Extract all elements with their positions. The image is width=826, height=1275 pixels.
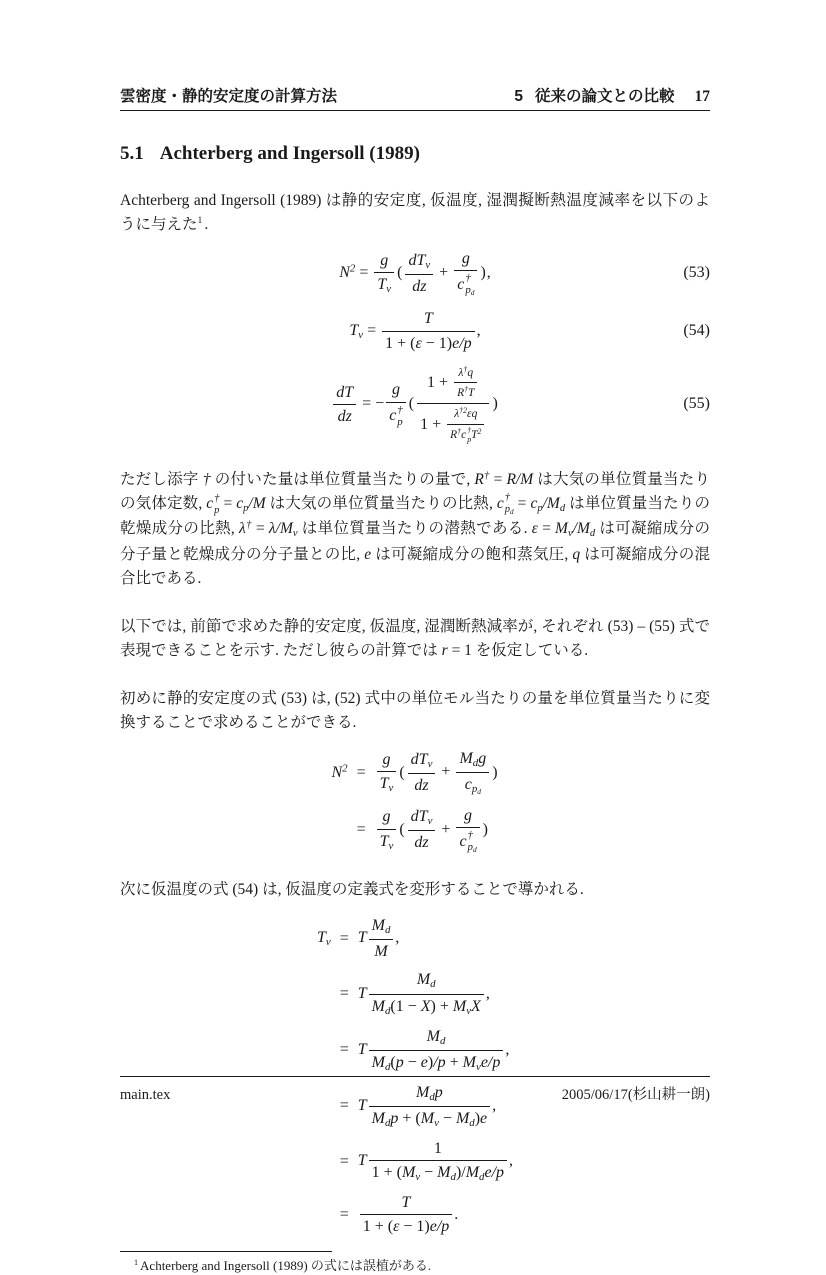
equation-53-body: $N^2$ = $\frac{g}{Tv}$ ( dTv dz + g c † pd ), [339, 250, 491, 298]
paragraph-static-stability: 初めに静的安定度の式 (53) は, (52) 式中の単位モル当たりの量を単位質量当たりに変換することで求めることができる. [120, 689, 710, 731]
equation-54 [120, 309, 710, 352]
paragraph-intro: Achterberg and Ingersoll (1989) は静的安定度, 仮温度, 湿潤擬断熱温度減率を以下のように与えた$^1$ . [120, 192, 711, 234]
paragraph-overview: 以下では, 前節で求めた静的安定度, 仮温度, 湿潤断熱減率が, それぞれ (53) – (55) 式で表現できることを示す. ただし彼らの計算では r = 1 を仮定している. [120, 617, 710, 659]
equation-53 [120, 249, 710, 297]
page-number: 17 [694, 88, 710, 105]
page-header [120, 84, 710, 106]
footnote-rule [120, 1251, 332, 1252]
equation-54-number: (54) [683, 322, 710, 340]
header-doc-title: 雲密度・静的安定度の計算方法 [120, 88, 338, 105]
section-heading [120, 143, 710, 165]
paragraph-notation: ただし添字 † の付いた量は単位質量当たりの量で, R† = R/M は大気の単位質量当たりの気体定数, c † p = cp/M は大気の単位質量当たりの比熱, c † pd = cp/Md は単位質量当たりの乾燥成分の比熱, λ† = λ/Mv は単位質量当たりの潜熱である. ε = Mv/Md は可凝縮成分の分子量と乾燥成分の分子量との比, e は可凝縮成分の飽和蒸気圧, q は可凝縮成分の混合比である. [120, 470, 710, 587]
derivation-n-squared: $N^2$ = $\frac{g}{Tv}$ ( dTv dz + Mdg cpd ) = $\frac{g}{Tv}$ ( dTv dz + g c † pd ) [331, 749, 498, 855]
paragraph-virtual-temperature: 次に仮温度の式 (54) は, 仮温度の定義式を変形することで導かれる. [120, 881, 584, 899]
equation-55 [120, 365, 710, 444]
page-footer [120, 1076, 710, 1104]
equation-54-body: Tv = $\frac{T}{1 + (\varepsilon - 1)e/p}$ , [349, 310, 481, 352]
header-rule [120, 110, 710, 111]
footnote: $^1$ Achterberg and Ingersoll (1989) の式には誤植がある. [134, 1257, 432, 1273]
footer-filename: main.tex [120, 1087, 171, 1103]
footer-rule [120, 1076, 710, 1077]
section-heading-number: 5.1 [120, 143, 144, 164]
header-section-ref [514, 84, 710, 106]
equation-55-body: $\frac{dT}{dz}$ = − g c † p ( 1 + $\frac{\lambda^\dagger q}{R^\dagger T}$ 1 + $\lambda^{\dagger 2}\varepsilon q$ R†c † p $T^2$ ) [331, 365, 499, 444]
derivation-virtual-temperature: Tv = T $\frac{Md}{M}$ , = T Md Md(1 − X) + MvX , = T Md Md(p − e)/p + Mve/p , = T Mdp Mdp + (Mv − Md)e , = T 1 1 + (Mv − Md)/Mde/p , = $\frac{T}{1 + (\varepsilon - 1)e/p}$ . [316, 917, 514, 1236]
footer-date-author: 2005/06/17(杉山耕一朗) [561, 1087, 710, 1103]
equation-53-number: (53) [683, 264, 710, 282]
header-section-title: 従来の論文との比較 [534, 88, 675, 105]
section-heading-title: Achterberg and Ingersoll (1989) [159, 143, 420, 164]
header-section-number: 5 [514, 88, 523, 105]
equation-55-number: (55) [683, 395, 710, 413]
